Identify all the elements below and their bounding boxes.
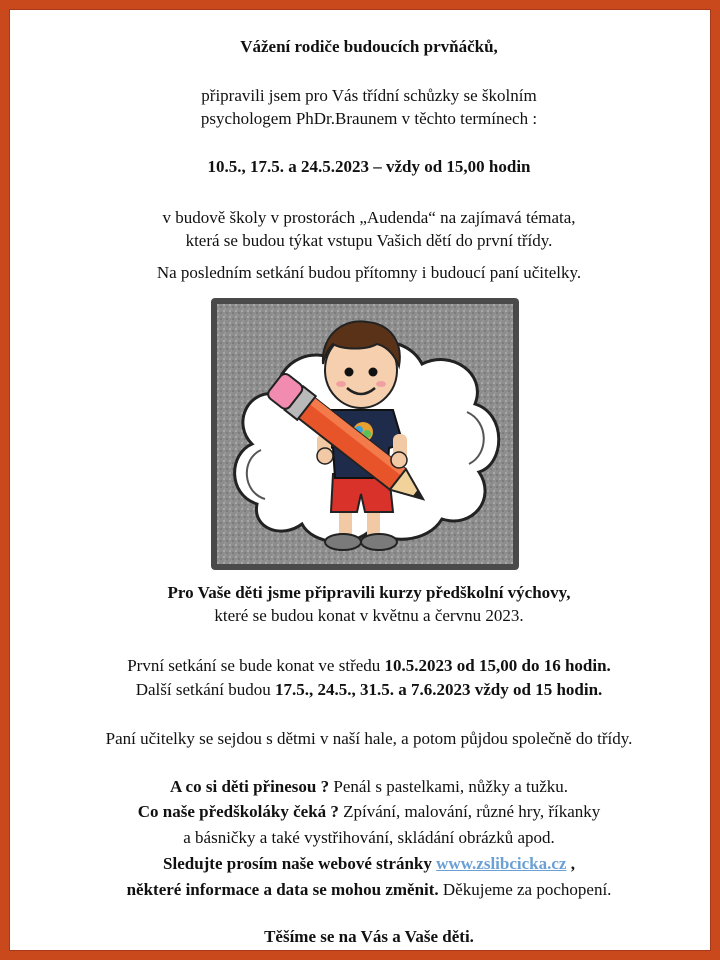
schedule-next [9,679,720,701]
venue-line-2: která se budou týkat vstupu Vašich dětí do první třídy. [185,231,553,250]
faq-line-2 [9,801,720,823]
info-notice: některé informace a data se mohou změnit. [126,880,439,899]
web-prefix: Sledujte prosím naše webové stránky [163,854,437,873]
faq-line-info [9,879,720,901]
schedule-next-prefix: Další setkání budou [135,680,275,699]
faq-line-3: a básničky a také vystřihování, skládání obrázků apod. [183,828,555,847]
faq-line-1 [9,776,720,798]
info-thanks: Děkujeme za pochopení. [438,880,612,899]
schedule-first [9,655,720,677]
faq-answer-2: Zpívání, malování, různé hry, říkanky [338,802,601,821]
schedule-first-prefix: První setkání se bude konat ve středu [127,656,385,675]
schedule-next-dates: 17.5., 24.5., 31.5. a 7.6.2023 vždy od 15 hodin. [275,680,603,699]
dates: 10.5., 17.5. a 24.5.2023 – vždy od 15,00 hodin [207,157,531,176]
intro-line-2: psychologem PhDr.Braunem v těchto termínech : [200,109,538,128]
courses-line-2: které se budou konat v květnu a červnu 2023. [214,606,524,625]
greeting: Vážení rodiče budoucích prvňáčků, [240,37,498,56]
website-link[interactable]: www.zslibcicka.cz [436,854,567,873]
faq-line-web [9,853,720,875]
faq-question-2: Co naše předškoláky čeká ? [137,802,339,821]
venue-line-1: v budově školy v prostorách „Audenda“ na zajímavá témata, [162,208,576,227]
schedule-first-time: 10.5.2023 od 15,00 do 16 hodin. [384,656,611,675]
venue-line-3: Na posledním setkání budou přítomny i budoucí paní učitelky. [156,263,582,282]
closing: Těšíme se na Vás a Vaše děti. [264,927,474,946]
meeting-info: Paní učitelky se sejdou s dětmi v naší hale, a potom půjdou společně do třídy. [105,729,633,748]
web-suffix: , [566,854,575,873]
faq-question-1: A co si děti přinesou ? [169,777,330,796]
boy-with-pencil-icon [217,304,513,564]
courses-line-1: Pro Vaše děti jsme připravili kurzy předškolní výchovy, [167,583,571,602]
intro-line-1: připravili jsem pro Vás třídní schůzky se školním [201,86,537,105]
faq-answer-1: Penál s pastelkami, nůžky a tužku. [329,777,569,796]
illustration-frame [211,298,519,570]
